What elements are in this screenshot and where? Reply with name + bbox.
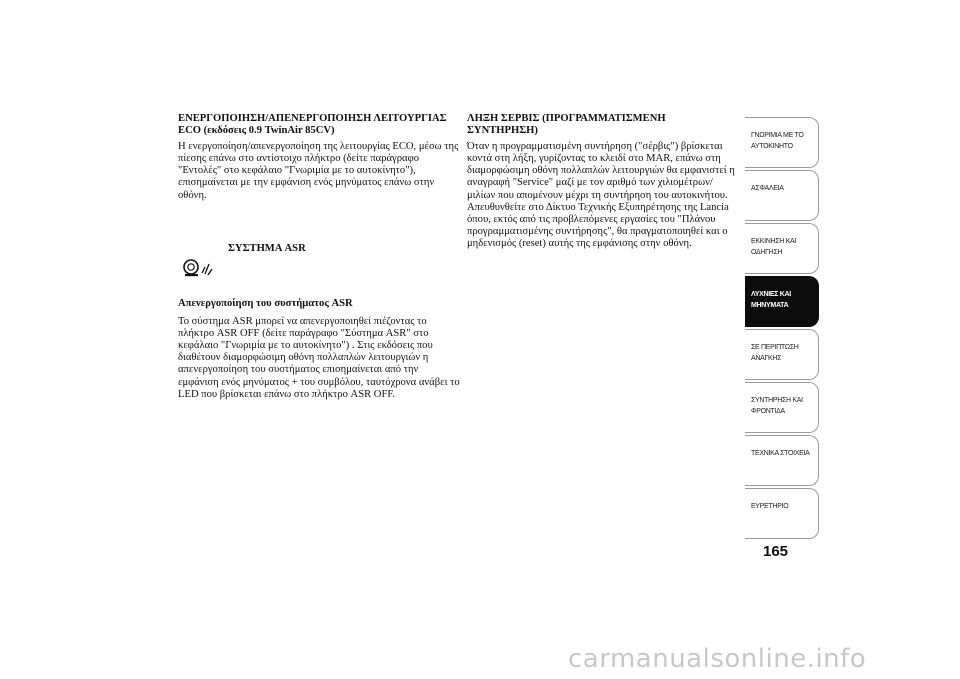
tab-warning-lights[interactable] [745,276,819,327]
tab-technical-data[interactable] [745,435,819,486]
asr-body [178,298,460,401]
tab-maintenance[interactable] [745,382,819,433]
tab-label-line2: ΜΗΝΥΜΑΤΑ [751,302,789,309]
eco-paragraph: Η ενεργοποίηση/απενεργοποίηση της λειτουργίας ECO, μέσω της πίεσης επάνω στο αντίστοιχο πλήκτρο (δείτε παράγραφο "Εντολές" στο κεφάλαιο "Γνωριμία με το αυτοκίνητο"), επισημαίνεται με την εμφάνιση ενός μηνύματος επάνω στην οθόνη. [178,141,459,201]
tab-getting-to-know[interactable] [745,117,819,168]
asr-section-header [178,243,460,279]
asr-title: ΣΥΣΤΗΜΑ ASR [228,243,306,254]
tab-label-line1: ΣΥΝΤΗΡΗΣΗ ΚΑΙ [751,397,803,404]
tab-label-line1: ΑΣΦΑΛΕΙΑ [751,185,784,192]
tab-label-line1: ΕΥΡΕΤΗΡΙΟ [751,503,789,510]
tab-label-line2: ΑΥΤΟΚΙΝΗΤΟ [751,143,793,150]
service-heading: ΛΗΞΗ ΣΕΡΒΙΣ (ΠΡΟΓΡΑΜΜΑΤΙΣΜΕΝΗ ΣΥΝΤΗΡΗΣΗ) [467,113,666,137]
watermark-text: carmanualsonline.info [568,644,867,674]
page-number: 165 [763,543,789,560]
asr-subheading: Απενεργοποίηση του συστήματος ASR [178,298,353,309]
tab-label-line1: ΓΝΩΡΙΜΙΑ ΜΕ ΤΟ [751,132,804,139]
eco-heading: ΕΝΕΡΓΟΠΟΙΗΣΗ/ΑΠΕΝΕΡΓΟΠΟΙΗΣΗ ΛΕΙΤΟΥΡΓΙΑΣ ECO (εκδόσεις 0.9 TwinAir 85CV) [178,113,447,137]
tab-label-line1: ΣΕ ΠΕΡΙΠΤΩΣΗ [751,344,799,351]
tab-starting-driving[interactable] [745,223,819,274]
tab-label-line2: ΦΡΟΝΤΙΔΑ [751,408,785,415]
chapter-tabs [745,117,819,541]
tab-label-line1: ΛΥΧΝΙΕΣ ΚΑΙ [751,291,791,298]
tab-index[interactable] [745,488,819,539]
tab-label-line1: ΕΚΚΙΝΗΣΗ ΚΑΙ [751,238,797,245]
asr-paragraph: Το σύστημα ASR μπορεί να απενεργοποιηθεί πιέζοντας το πλήκτρο ASR OFF (δείτε παράγραφο "Σύστημα ASR" στο κεφάλαιο "Γνωριμία με το αυτοκίνητο") . Στις εκδόσεις που διαθέτουν διαμορφώσιμη οθόνη πολλαπλών λειτουργιών η απενεργοποίηση του συστήματος επισημαίνεται από την εμφάνιση ενός μηνύματος + του συμβόλου, ταυτόχρονα ανάβει το LED που βρίσκεται επάνω στο πλήκτρο ASR OFF. [178,316,460,400]
tab-label-line1: ΤΕΧΝΙΚΑ ΣΤΟΙΧΕΙΑ [751,450,810,457]
tab-safety[interactable] [745,170,819,221]
tab-label-line2: ΑΝΑΓΚΗΣ [751,355,782,362]
tab-emergency[interactable] [745,329,819,380]
right-column [467,113,739,250]
service-paragraph: Όταν η προγραμματισμένη συντήρηση ("σέρβις") βρίσκεται κοντά στη λήξη, γυρίζοντας το κλειδί στο MAR, επάνω στη διαμορφώσιμη οθόνη πολλαπλών λειτουργιών θα εμφανιστεί η αναγραφή "Service" μαζί με τον αριθμό των χιλιομέτρων/μιλίων που απομένουν μέχρι τη συντήρηση του αυτοκινήτου. Απευθυνθείτε στο Δίκτυο Τεχνικής Εξυπηρέτησης της Lancia όπου, εκτός από τις προβλεπόμενες εργασίες του "Πλάνου προγραμματισμένης συντήρησης", θα πραγματοποιηθεί και ο μηδενισμός (reset) αυτής της εμφάνισης στην οθόνη. [467,141,735,249]
asr-warning-icon [182,255,216,277]
tab-label-line2: ΟΔΗΓΗΣΗ [751,249,783,256]
left-column [178,113,460,202]
